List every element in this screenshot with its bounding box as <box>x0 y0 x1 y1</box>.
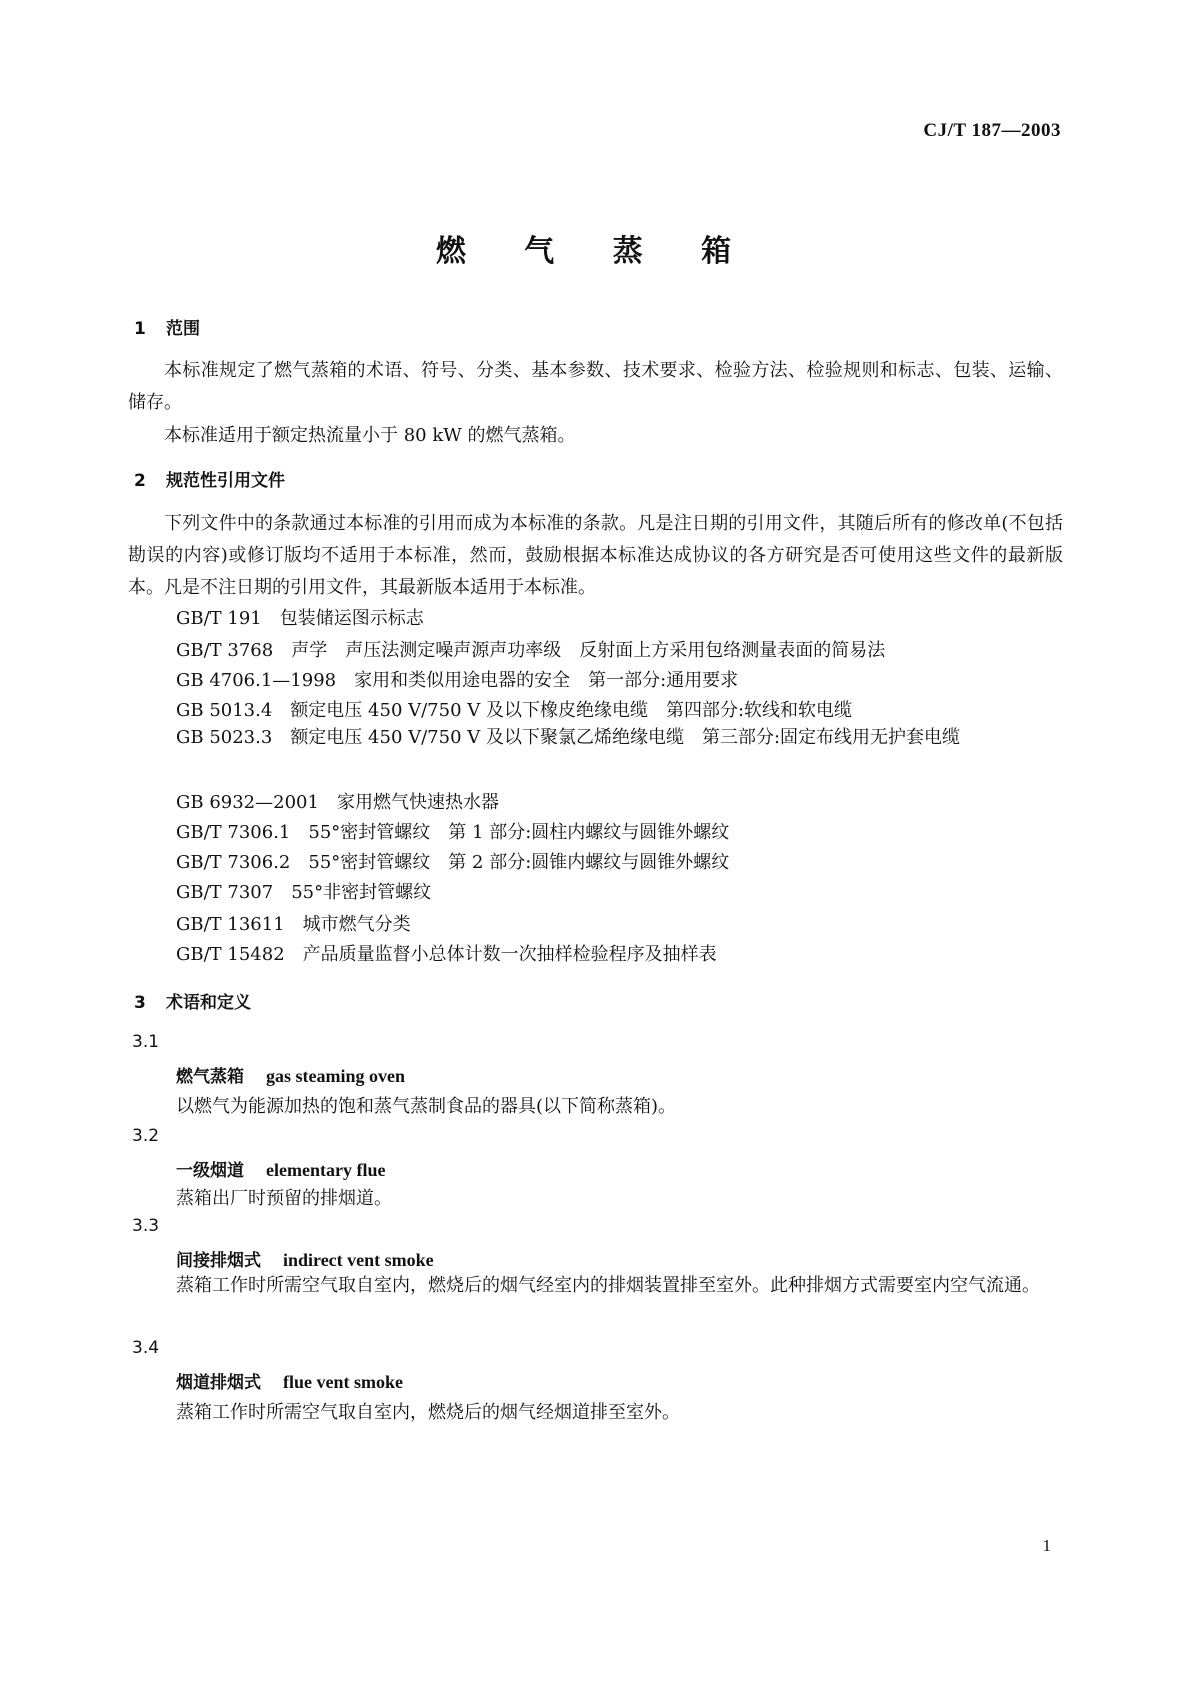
term-heading <box>176 1246 434 1271</box>
reference-title: 声学 声压法测定噪声源声功率级 反射面上方采用包络测量表面的简易法 <box>291 640 886 661</box>
term-number: 3.2 <box>132 1126 160 1146</box>
reference-title: 家用燃气快速热水器 <box>336 792 499 813</box>
reference-item <box>176 636 885 662</box>
term-english: gas steaming oven <box>266 1066 405 1086</box>
section-2-heading <box>134 466 285 491</box>
reference-title: 55°密封管螺纹 第 2 部分:圆锥内螺纹与圆锥外螺纹 <box>308 852 730 873</box>
section-title: 规范性引用文件 <box>166 471 285 491</box>
term-definition: 蒸箱出厂时预留的排烟道。 <box>176 1188 392 1209</box>
reference-code: GB 6932—2001 <box>176 792 319 813</box>
reference-code: GB 5023.3 <box>176 727 273 748</box>
term-heading <box>176 1368 403 1393</box>
reference-code: GB/T 191 <box>176 608 262 629</box>
scope-paragraph-2: 本标准适用于额定热流量小于 80 kW 的燃气蒸箱。 <box>164 425 576 446</box>
reference-item <box>176 818 729 844</box>
reference-title: 55°非密封管螺纹 <box>291 882 432 903</box>
scope-paragraph-1: 本标准规定了燃气蒸箱的术语、符号、分类、基本参数、技术要求、检验方法、检验规则和标志、包装、运输、储存。 <box>128 360 1063 413</box>
reference-title: 家用和类似用途电器的安全 第一部分:通用要求 <box>354 670 739 691</box>
section-number: 1 <box>134 319 146 339</box>
term-english: indirect vent smoke <box>283 1250 434 1270</box>
term-chinese: 烟道排烟式 <box>176 1373 261 1393</box>
reference-item <box>176 604 424 630</box>
page-number: 1 <box>1042 1536 1051 1555</box>
reference-item <box>128 722 1063 754</box>
term-definition: 以燃气为能源加热的饱和蒸气蒸制食品的器具(以下简称蒸箱)。 <box>176 1096 677 1117</box>
reference-item <box>176 878 431 904</box>
reference-item <box>176 940 717 966</box>
reference-code: GB/T 3768 <box>176 640 274 661</box>
document-title: 燃 气 蒸 箱 <box>435 234 756 269</box>
reference-code: GB 4706.1—1998 <box>176 670 337 691</box>
reference-title: 城市燃气分类 <box>302 914 411 935</box>
section-title: 范围 <box>166 319 200 339</box>
references-intro: 下列文件中的条款通过本标准的引用而成为本标准的条款。凡是注日期的引用文件，其随后所有的修改单(不包括勘误的内容)或修订版均不适用于本标准，然而，鼓励根据本标准达成协议的各方研究是否可使用这些文件的最新版本。凡是不注日期的引用文件，其最新版本适用于本标准。 <box>128 513 1063 598</box>
reference-title: 包装储运图示标志 <box>279 608 424 629</box>
reference-code: GB/T 7306.2 <box>176 852 291 873</box>
reference-title: 额定电压 450 V/750 V 及以下橡皮绝缘电缆 第四部分:软线和软电缆 <box>290 700 853 721</box>
reference-title: 产品质量监督小总体计数一次抽样检验程序及抽样表 <box>302 944 717 965</box>
term-definition: 蒸箱工作时所需空气取自室内，燃烧后的烟气经室内的排烟装置排至室外。此种排烟方式需要室内空气流通。 <box>176 1275 1040 1296</box>
reference-item <box>176 848 729 874</box>
section-3-heading <box>134 988 251 1013</box>
term-heading <box>176 1156 385 1181</box>
reference-item <box>176 666 738 692</box>
term-chinese: 一级烟道 <box>176 1161 244 1181</box>
section-number: 3 <box>134 993 146 1013</box>
section-title: 术语和定义 <box>166 993 251 1013</box>
term-chinese: 燃气蒸箱 <box>176 1067 244 1087</box>
reference-code: GB/T 15482 <box>176 944 285 965</box>
reference-title: 额定电压 450 V/750 V 及以下聚氯乙烯绝缘电缆 第三部分:固定布线用无护套电缆 <box>290 727 961 748</box>
reference-code: GB/T 7307 <box>176 882 274 903</box>
term-definition: 蒸箱工作时所需空气取自室内，燃烧后的烟气经烟道排至室外。 <box>176 1402 680 1423</box>
term-number: 3.3 <box>132 1216 160 1236</box>
reference-code: GB/T 13611 <box>176 914 285 935</box>
reference-item <box>176 910 411 936</box>
reference-item <box>176 696 852 722</box>
reference-title: 55°密封管螺纹 第 1 部分:圆柱内螺纹与圆锥外螺纹 <box>308 822 730 843</box>
section-1-heading <box>134 314 200 339</box>
term-english: elementary flue <box>266 1160 386 1180</box>
reference-code: GB 5013.4 <box>176 700 273 721</box>
term-number: 3.1 <box>132 1032 160 1052</box>
term-heading <box>176 1062 405 1087</box>
reference-code: GB/T 7306.1 <box>176 822 291 843</box>
standard-code: CJ/T 187—2003 <box>923 120 1061 141</box>
term-chinese: 间接排烟式 <box>176 1251 261 1271</box>
term-english: flue vent smoke <box>283 1372 403 1392</box>
reference-item <box>176 788 499 814</box>
term-number: 3.4 <box>132 1338 160 1358</box>
section-number: 2 <box>134 471 146 491</box>
